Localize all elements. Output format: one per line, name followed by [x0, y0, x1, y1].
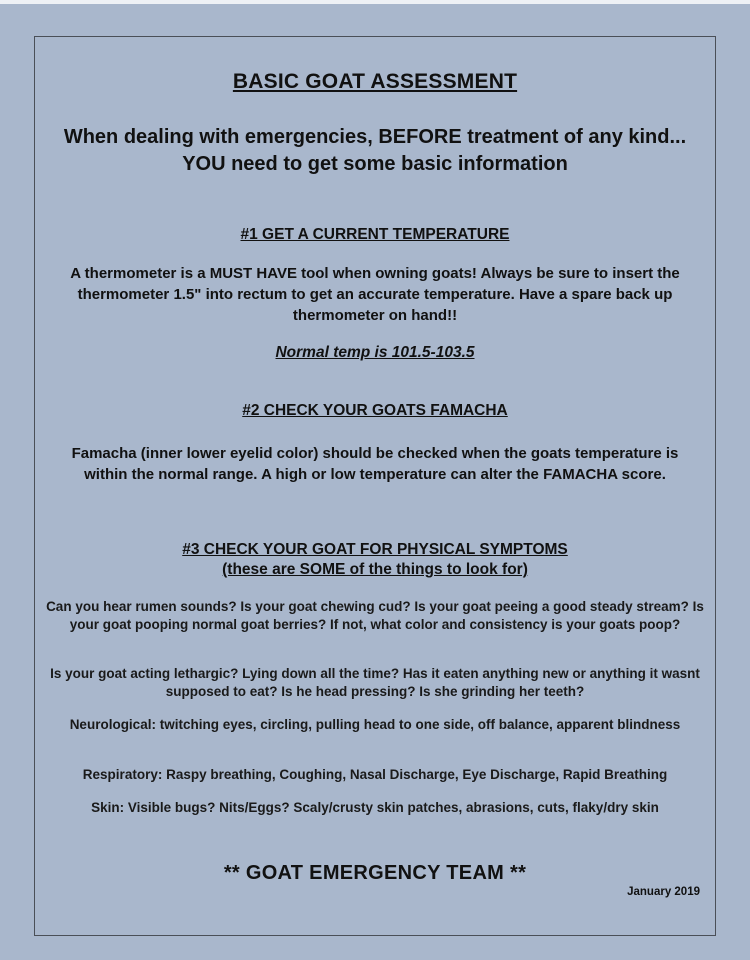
normal-temperature: Normal temp is 101.5-103.5: [275, 344, 475, 361]
section-3-heading-block: [34, 540, 716, 580]
section-2-body: Famacha (inner lower eyelid color) should be checked when the goats temperature is within the normal range. A high or low temperature can alter the FAMACHA score.: [71, 445, 679, 483]
footer-team-name: ** GOAT EMERGENCY TEAM **: [223, 862, 527, 884]
document-title: BASIC GOAT ASSESSMENT: [232, 70, 518, 93]
top-edge: [0, 0, 750, 4]
section-3-subheading: (these are SOME of the things to look for): [222, 561, 528, 578]
symptom-item-neurological: Neurological: twitching eyes, circling, pulling head to one side, off balance, apparent blindness: [69, 717, 681, 732]
symptom-item-behavior: Is your goat acting lethargic? Lying down all the time? Has it eaten anything new or anything it wasnt supposed to eat? Is he head pressing? Is she grinding her teeth?: [50, 666, 700, 699]
document-date: January 2019: [627, 886, 700, 898]
section-1-body: A thermometer is a MUST HAVE tool when owning goats! Always be sure to insert the thermometer 1.5" into rectum to get an accurate temperature. Have a spare back up thermometer on hand!!: [70, 265, 680, 324]
section-1-heading: #1 GET A CURRENT TEMPERATURE: [240, 226, 510, 243]
section-3-heading: #3 CHECK YOUR GOAT FOR PHYSICAL SYMPTOMS: [182, 541, 568, 558]
symptom-item-skin: Skin: Visible bugs? Nits/Eggs? Scaly/crusty skin patches, abrasions, cuts, flaky/dry skin: [91, 800, 659, 815]
symptom-item-digestion: Can you hear rumen sounds? Is your goat chewing cud? Is your goat peeing a good steady stream? Is your goat pooping normal goat berries? If not, what color and consistency is your goats poop?: [46, 599, 704, 632]
intro-text: When dealing with emergencies, BEFORE treatment of any kind... YOU need to get some basic information: [63, 126, 687, 175]
symptom-item-respiratory: Respiratory: Raspy breathing, Coughing, Nasal Discharge, Eye Discharge, Rapid Breathing: [82, 767, 668, 782]
section-2-heading: #2 CHECK YOUR GOATS FAMACHA: [242, 402, 508, 419]
